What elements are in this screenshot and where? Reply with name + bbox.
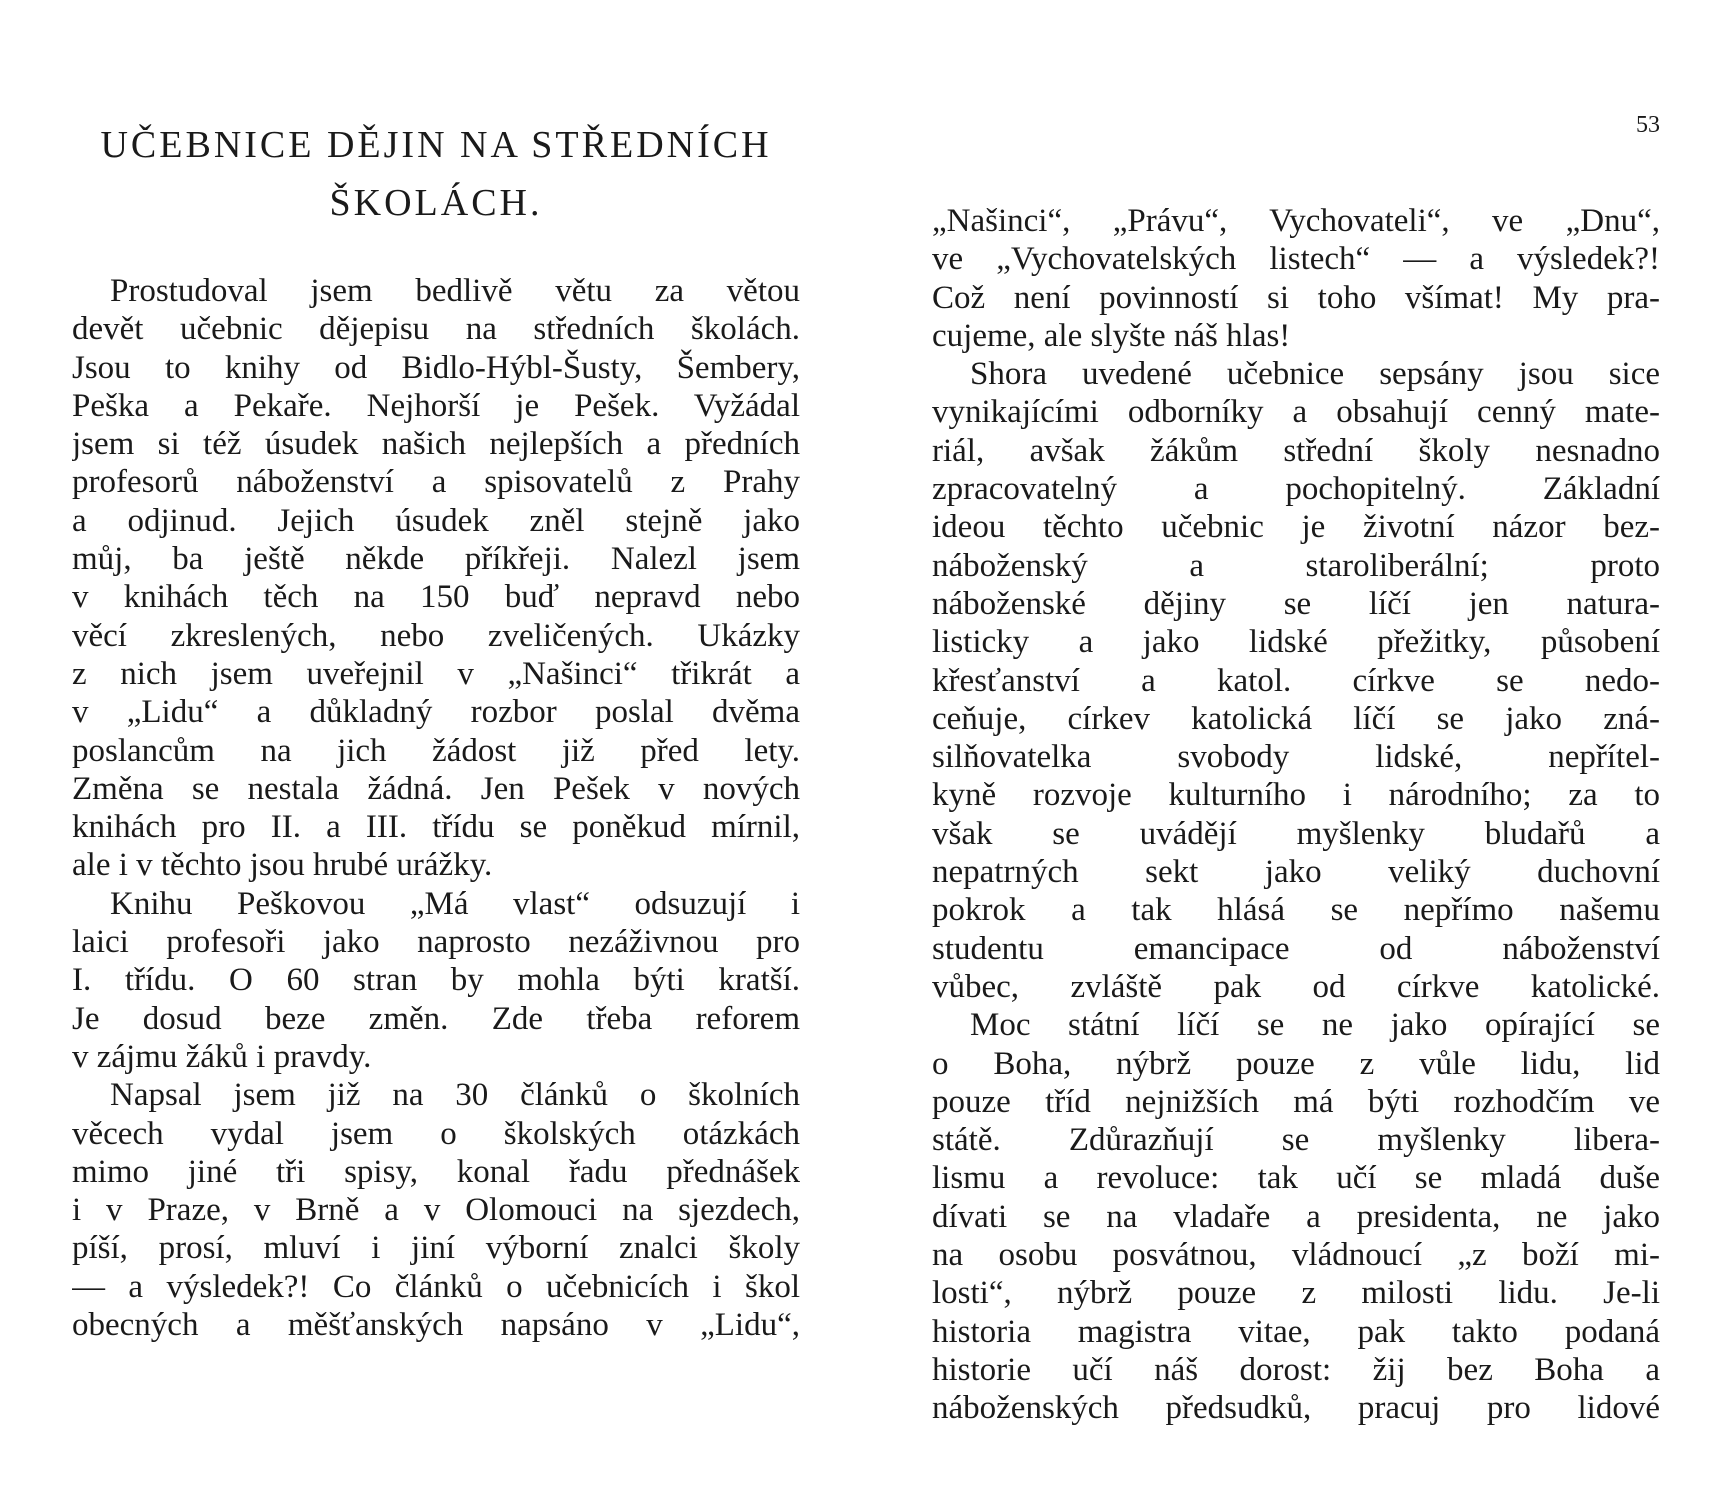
text-line: věcí zkreslených, nebo zveličených. Ukázky	[72, 617, 800, 654]
text-line: knihách pro II. a III. třídu se poněkud mírnil,	[72, 809, 800, 846]
text-line: vynikajícími odborníky a obsahují cenný mate-	[932, 394, 1660, 431]
text-line: Změna se nestala žádná. Jen Pešek v nových	[72, 770, 800, 807]
text-line: obecných a měšťanských napsáno v „Lidu“,	[72, 1307, 800, 1344]
text-line: ceňuje, církev katolická líčí se jako zná-	[932, 700, 1660, 737]
text-line: Shora uvedené učebnice sepsány jsou sice	[970, 356, 1660, 393]
text-line: o Boha, nýbrž pouze z vůle lidu, lid	[932, 1045, 1660, 1082]
text-line: zpracovatelný a pochopitelný. Základní	[932, 471, 1660, 508]
text-line: cujeme, ale slyšte náš hlas!	[932, 317, 1291, 354]
text-line: Moc státní líčí se ne jako opírající se	[970, 1007, 1660, 1044]
text-line: náboženský a staroliberální; proto	[932, 547, 1660, 584]
text-line: věcech vydal jsem o školských otázkách	[72, 1115, 800, 1152]
text-line: v „Lidu“ a důkladný rozbor poslal dvěma	[72, 694, 800, 731]
text-line: v knihách těch na 150 buď nepravd nebo	[72, 579, 800, 616]
text-line: v zájmu žáků i pravdy.	[72, 1038, 372, 1075]
text-line: i v Praze, v Brně a v Olomouci na sjezdech,	[72, 1192, 800, 1229]
text-line: historia magistra vitae, pak takto podaná	[932, 1313, 1660, 1350]
text-line: pokrok a tak hlásá se nepřímo našemu	[932, 892, 1660, 929]
text-line: křesťanství a katol. církve se nedo-	[932, 662, 1660, 699]
page-number: 53	[1636, 112, 1660, 138]
text-line: ve „Vychovatelských listech“ — a výsledek?!	[932, 241, 1660, 278]
text-line: Což není povinností si toho všímat! My pra-	[932, 279, 1660, 316]
text-line: pouze tříd nejnižších má býti rozhodčím ve	[932, 1083, 1660, 1120]
text-line: státě. Zdůrazňují se myšlenky libera-	[932, 1122, 1660, 1159]
text-line: Knihu Peškovou „Má vlast“ odsuzují i	[110, 885, 800, 922]
text-line: jsem si též úsudek našich nejlepších a předních	[72, 426, 800, 463]
text-line: poslancům na jich žádost již před lety.	[72, 732, 800, 769]
text-line: z nich jsem uveřejnil v „Našinci“ třikrát a	[72, 655, 800, 692]
text-line: ale i v těchto jsou hrubé urážky.	[72, 847, 493, 884]
text-line: můj, ba ještě někde příkřeji. Nalezl jsem	[72, 541, 800, 578]
text-line: losti“, nýbrž pouze z milosti lidu. Je-li	[932, 1275, 1660, 1312]
text-line: lismu a revoluce: tak učí se mladá duše	[932, 1160, 1660, 1197]
text-line: ideou těchto učebnic je životní názor bez-	[932, 509, 1660, 546]
text-line: laici profesoři jako naprosto nezáživnou pro	[72, 924, 800, 961]
right-page-body	[932, 202, 1660, 1428]
text-line: Prostudoval jsem bedlivě větu za větou	[110, 273, 800, 309]
text-line: na osobu posvátnou, vládnoucí „z boží mi-	[932, 1237, 1660, 1274]
chapter-title-line-1: UČEBNICE DĚJIN NA STŘEDNÍCH	[100, 124, 772, 166]
text-line: listicky a jako lidské přežitky, působení	[932, 624, 1660, 661]
text-line: Je dosud beze změn. Zde třeba reforem	[72, 1000, 800, 1037]
text-line: studentu emancipace od náboženství	[932, 930, 1660, 967]
text-line: náboženských předsudků, pracuj pro lidové	[932, 1390, 1660, 1427]
text-line: a odjinud. Jejich úsudek zněl stejně jako	[72, 502, 800, 539]
chapter-title-line-2: ŠKOLÁCH.	[329, 182, 543, 224]
text-line: silňovatelka svobody lidské, nepřítel-	[932, 739, 1660, 776]
text-line: dívati se na vladaře a presidenta, ne jako	[932, 1198, 1660, 1235]
text-line: Napsal jsem již na 30 článků o školních	[110, 1077, 800, 1114]
text-line: riál, avšak žákům střední školy nesnadno	[932, 432, 1660, 469]
left-page-body	[72, 272, 800, 1344]
text-line: mimo jiné tři spisy, konal řadu přednášek	[72, 1153, 800, 1190]
text-line: historie učí náš dorost: žij bez Boha a	[932, 1351, 1660, 1388]
text-line: devět učebnic dějepisu na středních školách.	[72, 311, 800, 348]
text-line: však se uvádějí myšlenky bludařů a	[932, 815, 1660, 852]
text-line: vůbec, zvláště pak od církve katolické.	[932, 968, 1660, 1005]
text-line: „Našinci“, „Právu“, Vychovateli“, ve „Dnu“,	[932, 203, 1660, 239]
text-line: — a výsledek?! Co článků o učebnicích i škol	[72, 1268, 800, 1305]
chapter-title	[72, 116, 800, 232]
text-line: píší, prosí, mluví i jiní výborní znalci školy	[72, 1230, 800, 1267]
text-line: I. třídu. O 60 stran by mohla býti kratší.	[72, 962, 800, 999]
text-line: Jsou to knihy od Bidlo-Hýbl-Šusty, Šembery,	[72, 349, 800, 386]
text-line: nepatrných sekt jako veliký duchovní	[932, 854, 1660, 891]
text-line: Peška a Pekaře. Nejhorší je Pešek. Vyžádal	[72, 387, 800, 424]
text-line: profesorů náboženství a spisovatelů z Prahy	[72, 464, 800, 501]
text-line: kyně rozvoje kulturního i národního; za to	[932, 777, 1660, 814]
text-line: náboženské dějiny se líčí jen natura-	[932, 585, 1660, 622]
